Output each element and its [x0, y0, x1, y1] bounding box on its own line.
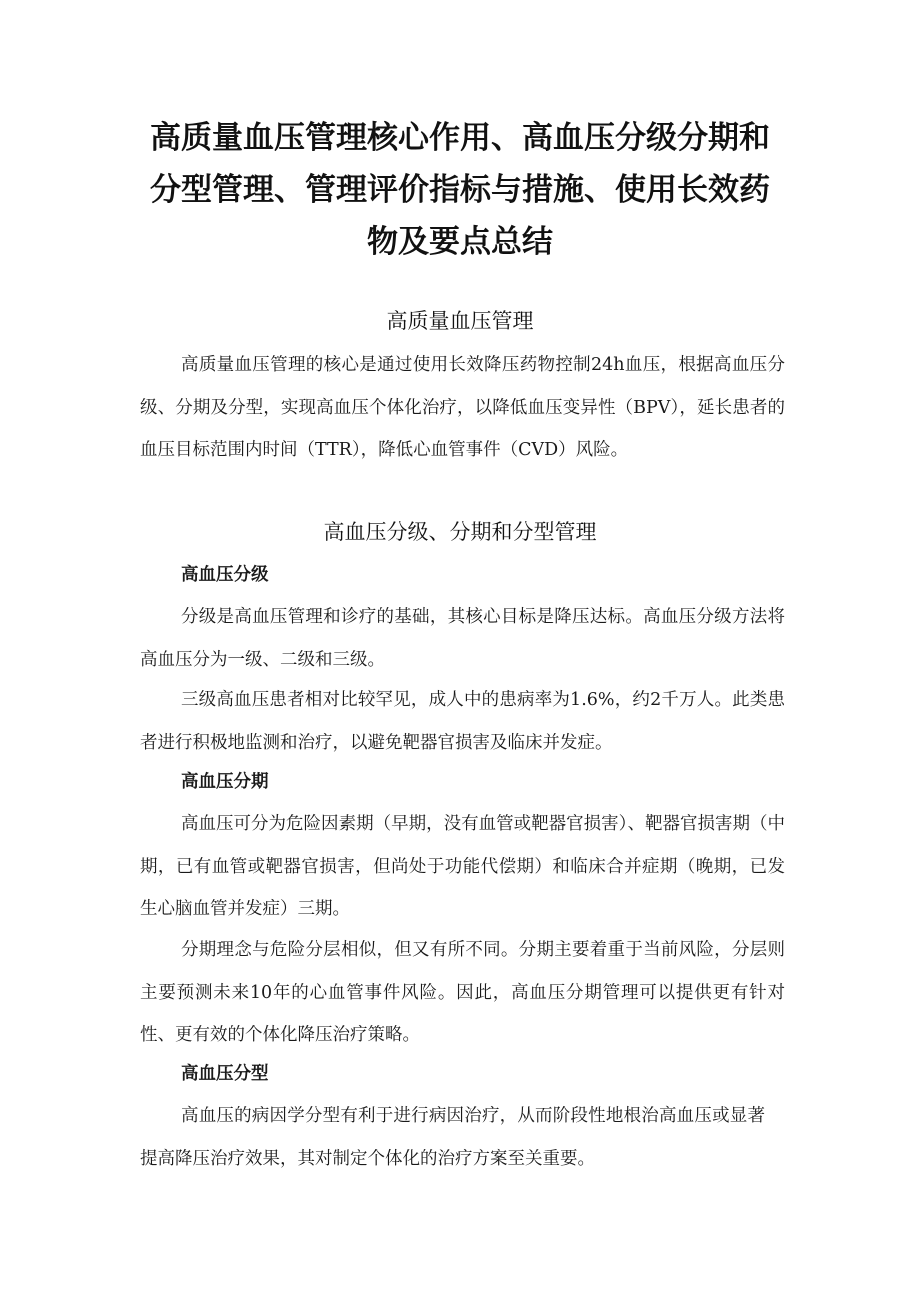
subheading-staging: 高血压分期	[181, 772, 269, 792]
section-heading-bp-management: 高质量血压管理	[386, 309, 534, 333]
section-heading-grading-staging-typing: 高血压分级、分期和分型管理	[323, 520, 597, 544]
paragraph-grading-basis: 分级是高血压管理和诊疗的基础，其核心目标是降压达标。高血压分级方法将高血压分为一级、二级和三级。	[140, 607, 785, 670]
paragraph-staging-vs-stratification: 分期理念与危险分层相似，但又有所不同。分期主要着重于当前风险，分层则主要预测未来10年的心血管事件风险。因此，高血压分期管理可以提供更有针对性、更有效的个体化降压治疗策略。	[140, 940, 785, 1045]
paragraph-bp-management-core: 高质量血压管理的核心是通过使用长效降压药物控制24h血压，根据高血压分级、分期及分型，实现高血压个体化治疗，以降低血压变异性（BPV），延长患者的血压目标范围内时间（TTR），降低心血管事件（CVD）风险。	[140, 355, 785, 460]
document-title: 高质量血压管理核心作用、高血压分级分期和分型管理、管理评价指标与措施、使用长效药物及要点总结	[150, 120, 770, 260]
subheading-typing: 高血压分型	[181, 1064, 269, 1084]
paragraph-grade-three-patients: 三级高血压患者相对比较罕见，成人中的患病率为1.6%，约2千万人。此类患者进行积极地监测和治疗，以避免靶器官损害及临床并发症。	[140, 690, 785, 753]
paragraph-staging-three-stages: 高血压可分为危险因素期（早期，没有血管或靶器官损害）、靶器官损害期（中期，已有血管或靶器官损害，但尚处于功能代偿期）和临床合并症期（晚期，已发生心脑血管并发症）三期。	[140, 814, 785, 919]
paragraph-typing-etiology: 高血压的病因学分型有利于进行病因治疗，从而阶段性地根治高血压或显著提高降压治疗效果，其对制定个体化的治疗方案至关重要。	[140, 1106, 765, 1169]
subheading-grading: 高血压分级	[181, 565, 269, 585]
